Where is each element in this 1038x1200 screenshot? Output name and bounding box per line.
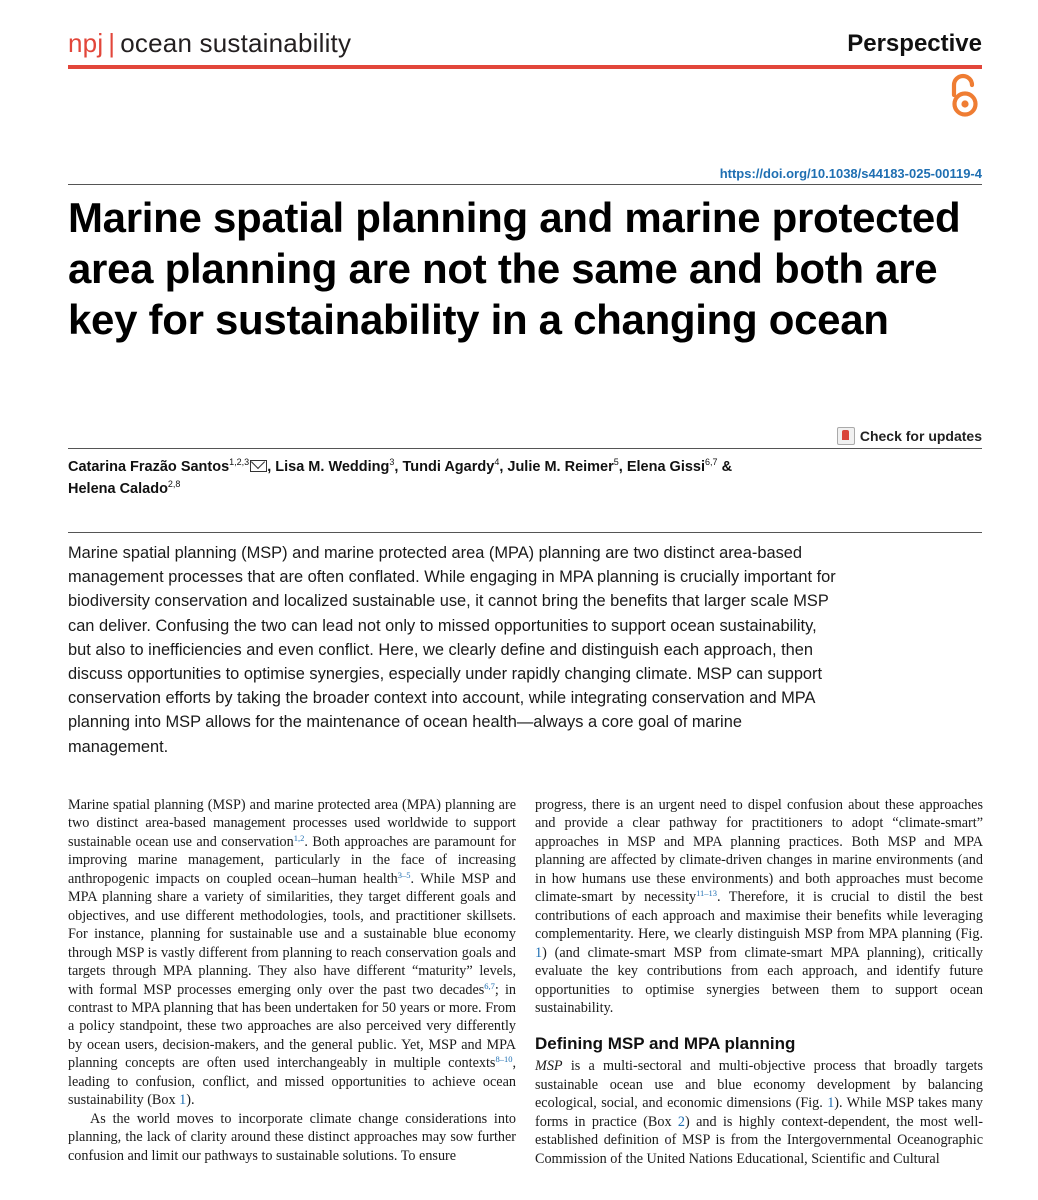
author-name[interactable]: Lisa M. Wedding [275,459,390,475]
article-type: Perspective [847,30,982,57]
body-paragraph: MSP is a multi-sectoral and multi-objective process that broadly targets sustainable ocean use and blue economy development by balancing ecological, social, and economic dimensions (Fig. 1). While MSP takes many forms in practice (Box 2) and is highly context-dependent, the most well-established definition of MSP is from the Intergovernmental Oceanographic Commission of the United Nations Educational, Scientific and Cultural [535,1058,983,1167]
doi-link[interactable]: https://doi.org/10.1038/s44183-025-00119-4 [719,166,982,181]
open-access-icon [947,73,983,119]
author-separator: & [717,459,733,475]
header-rule [68,65,982,69]
email-icon[interactable] [250,460,267,472]
article-title: Marine spatial planning and marine protected area planning are not the same and both are key for sustainability in a changing ocean [68,194,961,343]
check-updates-label: Check for updates [859,428,982,444]
figure-box-link[interactable]: 1 [827,1095,835,1112]
citation-link[interactable]: 1,2 [293,832,305,843]
author-affiliation[interactable]: 4 [494,457,500,467]
citation-link[interactable]: 11–13 [696,888,718,899]
author-affiliation[interactable]: 2,8 [167,479,181,489]
authors-rule-bottom [68,532,982,533]
author-affiliation[interactable]: 5 [613,457,619,467]
figure-box-link[interactable]: 1 [535,944,543,961]
author-separator: , [267,459,276,475]
body-paragraph: As the world moves to incorporate climate change considerations into planning, the lack of clarity around these distinct approaches may sow further confusion and limit our pathways to sustainable solutions. To ensure [68,1110,516,1164]
body-column-right [535,796,983,1168]
journal-name: ocean sustainability [120,28,352,58]
author-name[interactable]: Julie M. Reimer [507,459,614,475]
author-name[interactable]: Helena Calado [68,481,168,497]
author-separator: , [618,459,627,475]
author-name[interactable]: Tundi Agardy [402,459,495,475]
check-for-updates-button[interactable] [837,427,982,445]
figure-box-link[interactable]: 2 [677,1113,686,1130]
citation-link[interactable]: 6,7 [484,980,495,991]
check-updates-icon [837,427,855,445]
section-heading: Defining MSP and MPA planning [535,1034,796,1054]
body-paragraph: Marine spatial planning (MSP) and marine protected area (MPA) planning are two distinct area-based management processes used worldwide to support sustainable ocean use and conservation$^{1,2}$. Both approaches are paramount for improving marine management, particularly in the face of increasing anthropogenic impacts on coupled ocean–human health$^{3-5}$. While MSP and MPA planning share a variety of similarities, they target different goals and objectives, and use different methodologies, tools, and practitioner skillsets. For instance, planning for sustainable use and a sustainable blue economy through MSP is vastly different from planning to reach conservation goals and targets through MPA planning. They also have different “maturity” levels, with formal MSP processes emerging only over the past two decades$^{6,7}$; in contrast to MPA planning that has been undertaken for 50 years or more. From a policy standpoint, these two approaches are also perceived very differently by ocean users, decision-makers, and the general public. Yet, MSP and MPA planning concepts are often used interchangeably in multiple contexts$^{8-10}$, leading to confusion, conflict, and missed opportunities to achieve ocean sustainability (Box 1). [68,797,517,1109]
author-name[interactable]: Catarina Frazão Santos [68,459,230,475]
journal-logo[interactable] [68,28,351,59]
authors-rule-top [68,448,982,449]
figure-box-link[interactable]: 1 [179,1092,187,1109]
author-affiliation[interactable]: 1,2,3 [229,457,250,467]
journal-separator: | [108,28,116,58]
citation-link[interactable]: 8–10 [495,1054,513,1065]
author-affiliation[interactable]: 6,7 [705,457,718,467]
journal-header [68,26,982,66]
title-rule [68,184,982,185]
author-name[interactable]: Elena Gissi [626,459,706,475]
journal-brand: npj [68,28,104,58]
author-separator: , [499,459,508,475]
abstract: Marine spatial planning (MSP) and marine protected area (MPA) planning are two distinct area-based management processes that are often conflated. While engaging in MPA planning is crucially important for biodiversity conservation and localized sustainable use, it cannot bring the benefits that larger scale MSP can deliver. Confusing the two can lead not only to missed opportunities to support ocean sustainability, but also to inefficiencies and even conflict. Here, we clearly define and distinguish each approach, then discuss opportunities to optimise synergies, especially under rapidly changing climate. MSP can support conservation efforts by taking the broader context into account, while integrating conservation and MPA planning into MSP allows for the maintenance of ocean health—always a core goal of marine management. [68,544,836,756]
body-column-left [68,796,516,1165]
body-paragraph: progress, there is an urgent need to dispel confusion about these approaches and provide a clear pathway for practitioners to adopt “climate-smart” approaches in MSP and MPA planning practices. Both MSP and MPA planning are affected by climate-driven changes in marine environments (and in how humans use these environments) and both approaches must become climate-smart by necessity$^{11-13}$. Therefore, it is crucial to distil the best contributions of each approach and maximise their benefits while leveraging complementarity. Here, we clearly distinguish MSP from MPA planning (Fig. 1) (and climate-smart MSP from climate-smart MPA planning), critically evaluate the key contributions from each approach, and identify future opportunities to optimise synergies between them to support ocean sustainability. [535,797,983,1016]
author-separator: , [394,459,403,475]
citation-link[interactable]: 3–5 [397,869,411,880]
author-list [68,456,828,500]
author-affiliation[interactable]: 3 [389,457,395,467]
